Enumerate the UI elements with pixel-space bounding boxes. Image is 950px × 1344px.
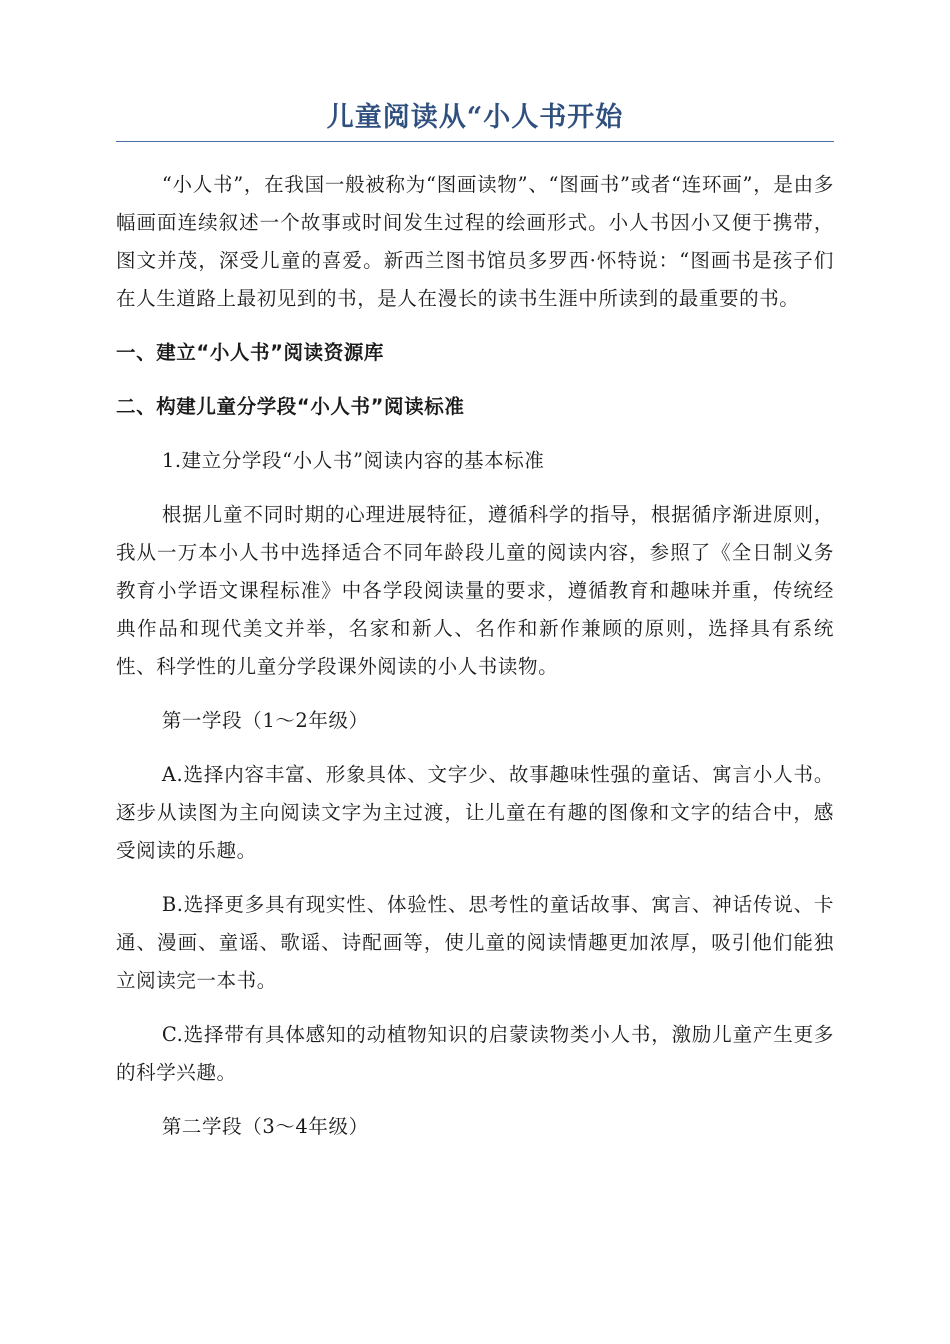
- standard-paragraph: 根据儿童不同时期的心理进展特征，遵循科学的指导，根据循序渐进原则，我从一万本小人书中选择适合不同年龄段儿童的阅读内容，参照了《全日制义务教育小学语文课程标准》中各学段阅读量的要求，遵循教育和趣味并重，传统经典作品和现代美文并举，名家和新人、名作和新作兼顾的原则，选择具有系统性、科学性的儿童分学段课外阅读的小人书读物。: [116, 503, 834, 679]
- title-underline: [116, 141, 834, 142]
- intro-paragraph: “小人书”，在我国一般被称为“图画读物”、“图画书”或者“连环画”，是由多幅画面连续叙述一个故事或时间发生过程的绘画形式。小人书因小又便于携带，图文并茂，深受儿童的喜爱。新西兰图书馆员多罗西·怀特说：“图画书是孩子们在人生道路上最初见到的书，是人在漫长的读书生涯中所读到的最重要的书。: [116, 173, 834, 311]
- document-title: 儿童阅读从“小人书开始: [326, 102, 624, 133]
- stage-1-label: 第一学段（1～2年级）: [161, 709, 369, 733]
- stage-1-item-a: A.选择内容丰富、形象具体、文字少、故事趣味性强的童话、寓言小人书。逐步从读图为主向阅读文字为主过渡，让儿童在有趣的图像和文字的结合中，感受阅读的乐趣。: [116, 763, 834, 863]
- section-heading-1: 一、建立“小人书”阅读资源库: [116, 341, 385, 365]
- document-page: [116, 100, 834, 1162]
- stage-1-item-c: C.选择带有具体感知的动植物知识的启蒙读物类小人书，激励儿童产生更多的科学兴趣。: [116, 1023, 834, 1085]
- section-heading-2: 二、构建儿童分学段“小人书”阅读标准: [116, 395, 465, 419]
- stage-1-item-b: B.选择更多具有现实性、体验性、思考性的童话故事、寓言、神话传说、卡通、漫画、童谣、歌谣、诗配画等，使儿童的阅读情趣更加浓厚，吸引他们能独立阅读完一本书。: [116, 893, 834, 993]
- stage-2-label: 第二学段（3～4年级）: [161, 1115, 369, 1139]
- subsection-heading-1: 1.建立分学段“小人书”阅读内容的基本标准: [161, 449, 545, 473]
